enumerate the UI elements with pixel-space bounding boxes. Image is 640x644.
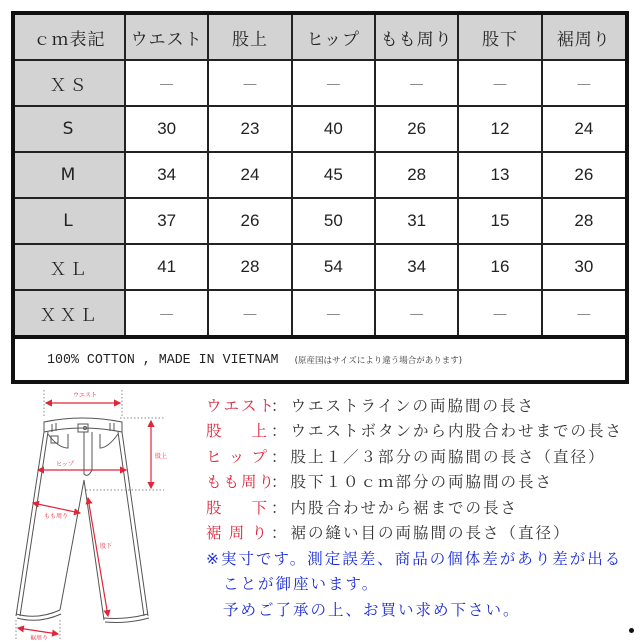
size-label: ＸＳ	[15, 60, 125, 106]
size-label: L	[15, 198, 125, 244]
cell-hem: 26	[542, 152, 625, 198]
legend-term: 股 下	[206, 498, 269, 517]
legend-term: 裾 周 り	[206, 524, 269, 543]
material-footer	[15, 335, 625, 380]
cell-hem: －	[542, 60, 625, 106]
cell-thigh: 34	[375, 244, 458, 290]
size-grid	[15, 15, 625, 337]
cell-waist: －	[125, 290, 208, 336]
legend-desc: 股上１／３部分の両脇間の長さ（直径）	[290, 447, 606, 466]
measurement-legend	[206, 392, 636, 622]
header-thigh: もも周り	[375, 15, 458, 60]
table-row	[15, 106, 625, 152]
legend-desc: ウエストラインの両脇間の長さ	[290, 396, 536, 415]
pants-icon	[0, 388, 200, 640]
header-row	[15, 15, 625, 60]
pants-measurement-diagram	[0, 388, 200, 640]
cell-rise: 24	[208, 152, 291, 198]
table-row	[15, 244, 625, 290]
cell-rise: 23	[208, 106, 291, 152]
table-row	[15, 152, 625, 198]
header-unit: ｃｍ表記	[15, 15, 125, 60]
cell-rise: －	[208, 60, 291, 106]
cell-rise: －	[208, 290, 291, 336]
cell-thigh: 26	[375, 106, 458, 152]
cell-hem: 28	[542, 198, 625, 244]
legend-term: ウ エ ス ト	[206, 396, 277, 415]
cell-inseam: 16	[458, 244, 541, 290]
disclaimer-line-1: ※実寸です。測定誤差、商品の個体差があり差が出る	[206, 549, 623, 568]
legend-term: ヒ ッ プ	[206, 447, 269, 466]
cell-hip: 40	[292, 106, 375, 152]
legend-item-hem: 裾 周 り ： 裾の縫い目の両脇間の長さ（直径）	[206, 520, 636, 546]
origin-note: (原産国はサイズにより違う場合があります)	[294, 355, 463, 366]
cell-waist: 37	[125, 198, 208, 244]
legend-item-thigh: も も 周 り ： 股下１０ｃｍ部分の両脇間の長さ	[206, 469, 636, 495]
legend-item-hip: ヒ ッ プ ： 股上１／３部分の両脇間の長さ（直径）	[206, 443, 636, 469]
legend-item-rise: 股 上 ： ウエストボタンから内股合わせまでの長さ	[206, 418, 636, 444]
cell-inseam: 12	[458, 106, 541, 152]
legend-item-waist: ウ エ ス ト ： ウエストラインの両脇間の長さ	[206, 392, 636, 418]
material-text: 100% COTTON , MADE IN VIETNAM	[47, 351, 279, 368]
cell-rise: 28	[208, 244, 291, 290]
size-label: ＸＬ	[15, 244, 125, 290]
legend-desc: 股下１０ｃｍ部分の両脇間の長さ	[290, 473, 554, 492]
cell-inseam: 15	[458, 198, 541, 244]
cell-hip: －	[292, 60, 375, 106]
cell-waist: 34	[125, 152, 208, 198]
cell-thigh: 31	[375, 198, 458, 244]
table-row	[15, 290, 625, 336]
size-label: S	[15, 106, 125, 152]
legend-desc: 内股合わせから裾までの長さ	[290, 498, 519, 517]
corner-dot	[629, 628, 634, 633]
size-label: ＸＸＬ	[15, 290, 125, 336]
cell-rise: 26	[208, 198, 291, 244]
cell-thigh: －	[375, 60, 458, 106]
disclaimer-line-2: ことが御座います。	[223, 575, 380, 594]
header-hip: ヒップ	[292, 15, 375, 60]
cell-thigh: －	[375, 290, 458, 336]
diagram-label-hem: 裾周り	[30, 635, 49, 640]
legend-desc: ウエストボタンから内股合わせまでの長さ	[290, 422, 624, 441]
table-row	[15, 198, 625, 244]
header-rise: 股上	[208, 15, 291, 60]
cell-hip: －	[292, 290, 375, 336]
legend-term: も も 周 り	[206, 473, 277, 492]
header-waist: ウエスト	[125, 15, 208, 60]
size-table	[11, 11, 629, 384]
cell-waist: －	[125, 60, 208, 106]
diagram-label-inseam: 股下	[100, 543, 113, 550]
cell-inseam: －	[458, 290, 541, 336]
header-hem: 裾周り	[542, 15, 625, 60]
legend-item-inseam: 股 下 ： 内股合わせから裾までの長さ	[206, 494, 636, 520]
cell-hip: 45	[292, 152, 375, 198]
cell-hip: 50	[292, 198, 375, 244]
cell-hem: －	[542, 290, 625, 336]
diagram-label-waist: ウエスト	[73, 392, 98, 399]
size-label: M	[15, 152, 125, 198]
table-row	[15, 60, 625, 106]
diagram-label-thigh: もも周り	[44, 513, 69, 520]
diagram-label-rise: 股上	[155, 453, 168, 460]
header-inseam: 股下	[458, 15, 541, 60]
cell-inseam: 13	[458, 152, 541, 198]
cell-hem: 30	[542, 244, 625, 290]
cell-waist: 41	[125, 244, 208, 290]
cell-hem: 24	[542, 106, 625, 152]
cell-waist: 30	[125, 106, 208, 152]
disclaimer-line-3: 予めご了承の上、お買い求め下さい。	[223, 600, 521, 619]
diagram-label-hip: ヒップ	[56, 461, 74, 468]
legend-term: 股 上	[206, 422, 269, 441]
legend-desc: 裾の縫い目の両脇間の長さ（直径）	[290, 524, 571, 543]
cell-thigh: 28	[375, 152, 458, 198]
cell-inseam: －	[458, 60, 541, 106]
cell-hip: 54	[292, 244, 375, 290]
